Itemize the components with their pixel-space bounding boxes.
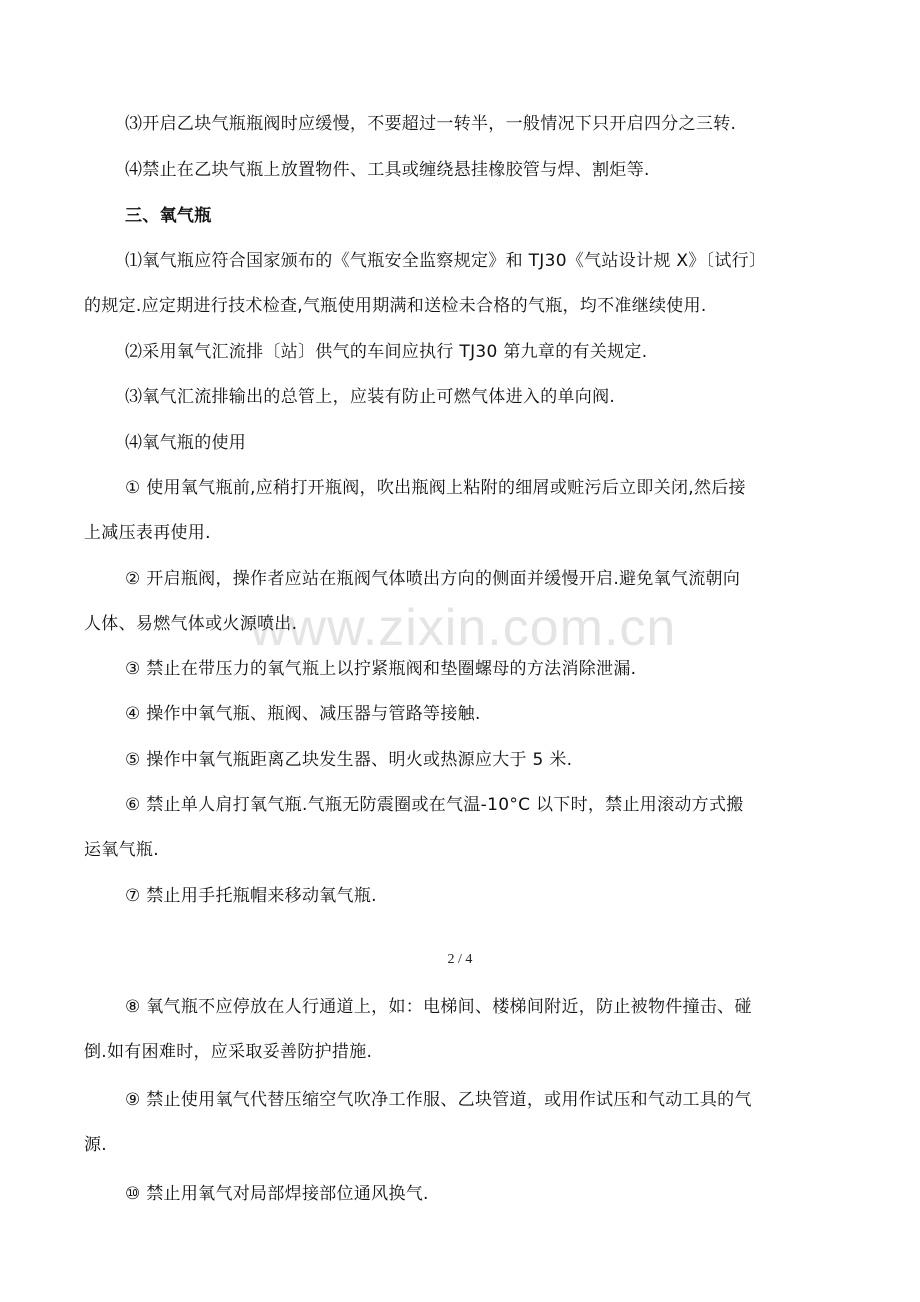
paragraph-acetylene-4: ⑷禁止在乙块气瓶上放置物件、工具或缠绕悬挂橡胶管与焊、割炬等. bbox=[125, 160, 650, 180]
list-item-1-line-1: ① 使用氧气瓶前,应稍打开瓶阀，吹出瓶阀上粘附的细屑或赃污后立即关闭,然后接 bbox=[125, 478, 746, 498]
page-number: 2 / 4 bbox=[447, 952, 473, 967]
list-item-7: ⑦ 禁止用手托瓶帽来移动氧气瓶. bbox=[125, 886, 377, 906]
section-heading-oxygen-cylinder: 三、氧气瓶 bbox=[125, 206, 212, 226]
list-item-10: ⑩ 禁止用氧气对局部焊接部位通风换气. bbox=[125, 1184, 429, 1204]
list-item-9-line-1: ⑨ 禁止使用氧气代替压缩空气吹净工作服、乙块管道，或用作试压和气动工具的气 bbox=[125, 1090, 752, 1110]
paragraph-oxygen-4: ⑷氧气瓶的使用 bbox=[125, 433, 247, 453]
paragraph-oxygen-1-line-2: 的规定.应定期进行技术检查,气瓶使用期满和送检未合格的气瓶，均不准继续使用. bbox=[84, 296, 707, 316]
list-item-8-line-2: 倒.如有困难时，应采取妥善防护措施. bbox=[84, 1042, 373, 1062]
paragraph-oxygen-2: ⑵采用氧气汇流排〔站〕供气的车间应执行 TJ30 第九章的有关规定. bbox=[125, 342, 648, 362]
list-item-8-line-1: ⑧ 氧气瓶不应停放在人行通道上，如：电梯间、楼梯间附近，防止被物件撞击、碰 bbox=[125, 997, 752, 1017]
list-item-6-line-1: ⑥ 禁止单人肩打氧气瓶.气瓶无防震圈或在气温-10°C 以下时，禁止用滚动方式搬 bbox=[125, 795, 744, 815]
paragraph-oxygen-1-line-1: ⑴氧气瓶应符合国家颁布的《气瓶安全监察规定》和 TJ30《气站设计规 X》〔试行〕 bbox=[125, 251, 767, 271]
paragraph-acetylene-3: ⑶开启乙块气瓶瓶阀时应缓慢，不要超过一转半，一般情况下只开启四分之三转. bbox=[125, 114, 737, 134]
list-item-3: ③ 禁止在带压力的氧气瓶上以拧紧瓶阀和垫圈螺母的方法消除泄漏. bbox=[125, 659, 637, 679]
list-item-6-line-2: 运氧气瓶. bbox=[84, 840, 159, 860]
list-item-4: ④ 操作中氧气瓶、瓶阀、减压器与管路等接触. bbox=[125, 704, 481, 724]
list-item-1-line-2: 上减压表再使用. bbox=[84, 523, 211, 543]
paragraph-oxygen-3: ⑶氧气汇流排输出的总管上，应装有防止可燃气体进入的单向阀. bbox=[125, 387, 616, 407]
list-item-5: ⑤ 操作中氧气瓶距离乙块发生器、明火或热源应大于 5 米. bbox=[125, 750, 573, 770]
list-item-2-line-2: 人体、易燃气体或火源喷出. bbox=[84, 614, 298, 634]
list-item-9-line-2: 源. bbox=[84, 1135, 108, 1155]
list-item-2-line-1: ② 开启瓶阀，操作者应站在瓶阀气体喷出方向的侧面并缓慢开启.避免氧气流朝向 bbox=[125, 569, 741, 589]
watermark: www.zixin.com.cn bbox=[250, 599, 677, 657]
